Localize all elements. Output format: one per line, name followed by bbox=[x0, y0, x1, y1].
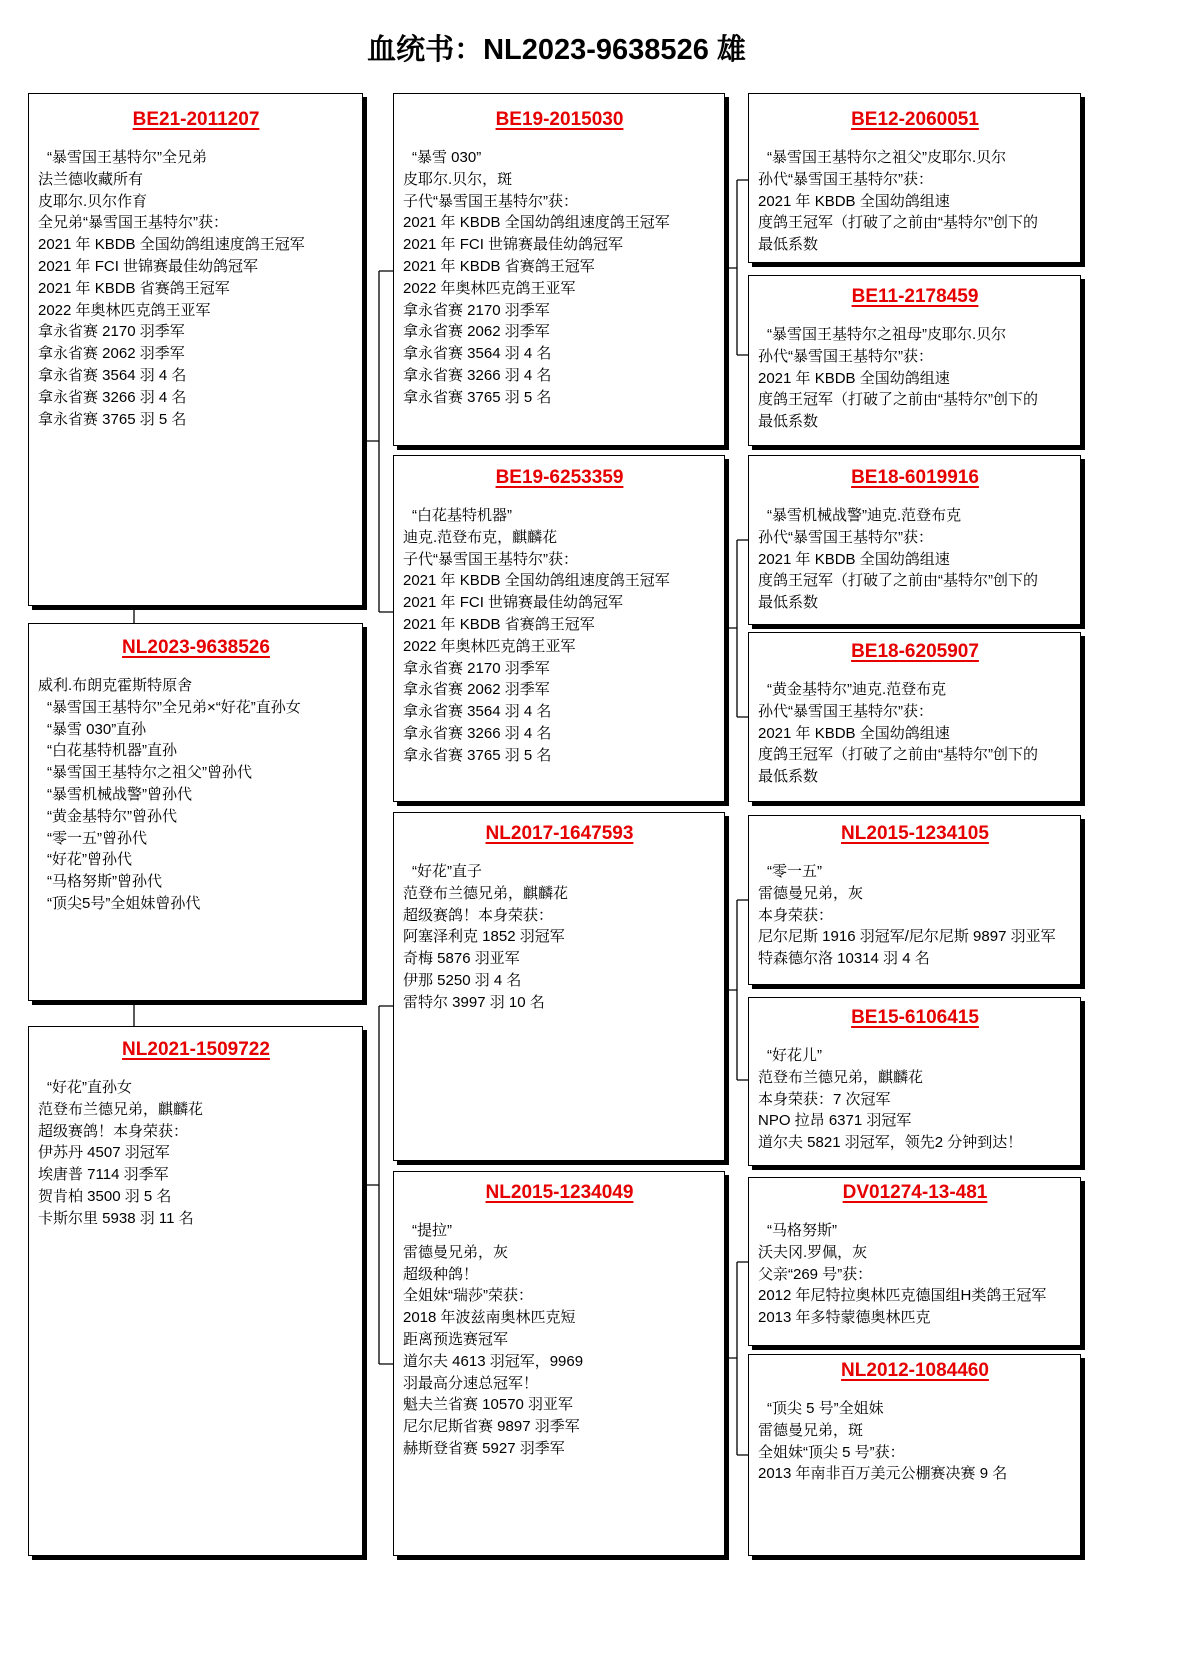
detail-line: 拿永省赛 2170 羽季军 bbox=[403, 301, 550, 319]
detail-line: 羽最高分速总冠军！ bbox=[403, 1374, 539, 1392]
detail-line: 雷德曼兄弟，灰 bbox=[758, 884, 864, 902]
detail-line: 拿永省赛 3564 羽 4 名 bbox=[403, 345, 552, 363]
detail-line: 2021 年 KBDB 全国幼鸽组速 bbox=[758, 369, 950, 387]
detail-line: 最低系数 bbox=[758, 768, 819, 786]
pedigree-card-dam bbox=[28, 1026, 363, 1556]
detail-line: 拿永省赛 3266 羽 4 名 bbox=[403, 724, 552, 742]
detail-line: 拿永省赛 2062 羽季军 bbox=[403, 323, 550, 341]
detail-line: 道尔夫 4613 羽冠军，9969 bbox=[403, 1352, 584, 1370]
detail-line: 埃唐普 7114 羽季军 bbox=[38, 1166, 169, 1184]
detail-line: 范登布兰德兄弟，麒麟花 bbox=[758, 1068, 924, 1086]
detail-line: 魁夫兰省赛 10570 羽亚军 bbox=[403, 1396, 574, 1414]
detail-line: 迪克.范登布克，麒麟花 bbox=[403, 528, 558, 546]
detail-line: “零一五” bbox=[767, 863, 822, 880]
detail-line: 2021 年 KBDB 全国幼鸽组速 bbox=[758, 192, 950, 210]
card-details bbox=[758, 505, 1072, 614]
detail-line: 特森德尔洛 10314 羽 4 名 bbox=[758, 950, 930, 968]
detail-line: “马格努斯” bbox=[767, 1222, 837, 1239]
detail-line: 2021 年 FCI 世锦赛最佳幼鸽冠军 bbox=[38, 257, 259, 275]
detail-line: 赫斯登省赛 5927 羽季军 bbox=[403, 1439, 565, 1457]
detail-line: 最低系数 bbox=[758, 594, 819, 612]
detail-line: “好花”曾孙代 bbox=[47, 851, 132, 869]
connector-sire-parents bbox=[367, 271, 393, 612]
detail-line: “好花儿” bbox=[767, 1047, 822, 1064]
pedigree-card-sire-sire-dam bbox=[748, 275, 1081, 446]
pedigree-card-sire-dam-sire bbox=[748, 455, 1081, 625]
detail-line: 距离预选赛冠军 bbox=[403, 1330, 509, 1348]
detail-line: 阿塞泽利克 1852 羽冠军 bbox=[403, 928, 565, 946]
detail-line: 度鸽王冠军（打破了之前由“基特尔”创下的 bbox=[758, 214, 1038, 232]
detail-line: 2022 年奥林匹克鸽王亚军 bbox=[403, 279, 576, 297]
detail-line: 拿永省赛 2170 羽季军 bbox=[38, 323, 185, 341]
card-details bbox=[758, 1045, 1072, 1154]
card-details bbox=[403, 1220, 716, 1460]
detail-line: 父亲“269 号”获： bbox=[758, 1265, 873, 1283]
detail-line: NPO 拉昂 6371 羽冠军 bbox=[758, 1112, 912, 1130]
pedigree-card-sire bbox=[28, 93, 363, 606]
detail-line: 2021 年 KBDB 全国幼鸽组速 bbox=[758, 724, 950, 742]
ring-number: NL2012-1084460 bbox=[841, 1360, 989, 1381]
card-details bbox=[758, 1398, 1072, 1485]
pedigree-card-dam-dam bbox=[393, 1171, 725, 1556]
pedigree-card-dam-sire bbox=[393, 812, 725, 1161]
card-details bbox=[38, 675, 354, 915]
pedigree-card-dam-sire-sire bbox=[748, 815, 1081, 985]
detail-line: “暴雪机械战警”曾孙代 bbox=[47, 785, 192, 803]
ring-number: BE15-6106415 bbox=[851, 1007, 979, 1028]
ring-number: BE11-2178459 bbox=[851, 286, 979, 307]
detail-line: “暴雪机械战警”迪克.范登布克 bbox=[767, 507, 962, 524]
pedigree-card-sire-dam-dam bbox=[748, 632, 1081, 802]
detail-line: 2012 年尼特拉奥林匹克德国组H类鸽王冠军 bbox=[758, 1287, 1047, 1305]
detail-line: 贺肯柏 3500 羽 5 名 bbox=[38, 1187, 172, 1205]
ring-number: BE19-6253359 bbox=[495, 467, 624, 488]
detail-line: 度鸽王冠军（打破了之前由“基特尔”创下的 bbox=[758, 746, 1038, 764]
card-details bbox=[403, 505, 716, 767]
detail-line: 范登布兰德兄弟，麒麟花 bbox=[38, 1100, 204, 1118]
pedigree-card-subject bbox=[28, 623, 363, 1001]
detail-line: “暴雪国王基特尔之祖父”皮耶尔.贝尔 bbox=[767, 149, 1007, 166]
detail-line: 拿永省赛 3564 羽 4 名 bbox=[403, 703, 552, 721]
detail-line: 全兄弟“暴雪国王基特尔”获： bbox=[38, 214, 228, 232]
detail-line: “好花”直子 bbox=[412, 863, 482, 880]
detail-line: 雷德曼兄弟，灰 bbox=[403, 1243, 509, 1261]
ring-number: BE18-6205907 bbox=[851, 641, 979, 662]
detail-line: 子代“暴雪国王基特尔”获： bbox=[403, 192, 578, 210]
detail-line: 皮耶尔.贝尔，斑 bbox=[403, 170, 513, 188]
detail-line: “顶尖5号”全姐妹曾孙代 bbox=[47, 894, 201, 912]
detail-line: “好花”直孙女 bbox=[47, 1079, 132, 1096]
card-details bbox=[758, 679, 1072, 788]
detail-line: 2021 年 KBDB 省赛鸽王冠军 bbox=[403, 257, 595, 275]
detail-line: 威利.布朗克霍斯特原舍 bbox=[38, 677, 193, 694]
detail-line: 子代“暴雪国王基特尔”获： bbox=[403, 550, 578, 568]
detail-line: 范登布兰德兄弟，麒麟花 bbox=[403, 884, 569, 902]
detail-line: “白花基特机器”直孙 bbox=[47, 742, 177, 760]
card-details bbox=[758, 147, 1072, 256]
detail-line: 超级赛鸽！本身荣获： bbox=[403, 906, 554, 924]
detail-line: 拿永省赛 3564 羽 4 名 bbox=[38, 366, 187, 384]
connector-dam-parents bbox=[367, 1006, 393, 1364]
detail-line: “暴雪国王基特尔之祖母”皮耶尔.贝尔 bbox=[767, 326, 1007, 343]
detail-line: 2013 年多特蒙德奥林匹克 bbox=[758, 1309, 931, 1327]
ring-number: NL2023-9638526 bbox=[122, 637, 270, 658]
detail-line: 孙代“暴雪国王基特尔”获： bbox=[758, 528, 933, 546]
pedigree-card-sire-dam bbox=[393, 455, 725, 802]
detail-line: 伊苏丹 4507 羽冠军 bbox=[38, 1144, 170, 1162]
detail-line: “黄金基特尔”曾孙代 bbox=[47, 807, 177, 825]
detail-line: 2021 年 FCI 世锦赛最佳幼鸽冠军 bbox=[403, 236, 624, 254]
card-details bbox=[403, 861, 716, 1014]
ring-number: BE18-6019916 bbox=[851, 467, 979, 488]
connector-sire-sire-parents bbox=[729, 180, 748, 355]
detail-line: 雷特尔 3997 羽 10 名 bbox=[403, 993, 545, 1011]
card-details bbox=[38, 1077, 354, 1230]
detail-line: “暴雪国王基特尔”全兄弟 bbox=[47, 149, 207, 166]
detail-line: “暴雪 030” bbox=[412, 149, 482, 166]
detail-line: 拿永省赛 3765 羽 5 名 bbox=[403, 388, 552, 406]
ring-number: NL2015-1234049 bbox=[485, 1182, 634, 1203]
detail-line: 2021 年 FCI 世锦赛最佳幼鸽冠军 bbox=[403, 594, 624, 612]
detail-line: 孙代“暴雪国王基特尔”获： bbox=[758, 170, 933, 188]
detail-line: 2021 年 KBDB 全国幼鸽组速度鸽王冠军 bbox=[403, 214, 670, 232]
detail-line: 雷德曼兄弟，斑 bbox=[758, 1421, 864, 1439]
detail-line: 本身荣获： bbox=[758, 906, 834, 924]
document-title: 血统书：NL2023-9638526 雄 bbox=[367, 34, 746, 66]
card-details bbox=[758, 324, 1072, 433]
detail-line: “暴雪国王基特尔”全兄弟×“好花”直孙女 bbox=[47, 698, 301, 716]
detail-line: 孙代“暴雪国王基特尔”获： bbox=[758, 347, 933, 365]
connector-dam-dam-parents bbox=[729, 1262, 748, 1455]
detail-line: 2022 年奥林匹克鸽王亚军 bbox=[38, 301, 211, 319]
detail-line: 拿永省赛 3765 羽 5 名 bbox=[38, 410, 187, 428]
card-details bbox=[758, 1220, 1072, 1329]
detail-line: 全姐妹“瑞莎”荣获： bbox=[403, 1287, 533, 1305]
pedigree-card-dam-dam-dam bbox=[748, 1354, 1081, 1556]
detail-line: 尼尔尼斯省赛 9897 羽季军 bbox=[403, 1418, 580, 1436]
detail-line: “马格努斯”曾孙代 bbox=[47, 873, 162, 891]
ring-number: NL2017-1647593 bbox=[485, 823, 634, 844]
detail-line: 2022 年奥林匹克鸽王亚军 bbox=[403, 637, 576, 655]
detail-line: 卡斯尔里 5938 羽 11 名 bbox=[38, 1209, 194, 1227]
detail-line: 拿永省赛 3266 羽 4 名 bbox=[38, 388, 187, 406]
detail-line: 2021 年 KBDB 省赛鸽王冠军 bbox=[38, 279, 230, 297]
detail-line: “提拉” bbox=[412, 1222, 452, 1239]
detail-line: “白花基特机器” bbox=[412, 507, 512, 524]
detail-line: 2021 年 KBDB 全国幼鸽组速 bbox=[758, 550, 950, 568]
detail-line: “暴雪国王基特尔之祖父”曾孙代 bbox=[47, 764, 252, 782]
ring-number: BE21-2011207 bbox=[132, 109, 260, 130]
connector-dam-sire-parents bbox=[729, 900, 748, 1080]
ring-number: BE12-2060051 bbox=[851, 109, 979, 130]
detail-line: 伊那 5250 羽 4 名 bbox=[403, 971, 522, 989]
detail-line: 度鸽王冠军（打破了之前由“基特尔”创下的 bbox=[758, 391, 1038, 409]
detail-line: 奇梅 5876 羽亚军 bbox=[403, 950, 520, 968]
detail-line: 沃夫冈.罗佩，灰 bbox=[758, 1243, 868, 1261]
detail-line: 拿永省赛 3765 羽 5 名 bbox=[403, 746, 552, 764]
card-details bbox=[403, 147, 716, 409]
card-details bbox=[38, 147, 354, 430]
detail-line: 拿永省赛 3266 羽 4 名 bbox=[403, 366, 552, 384]
detail-line: 2013 年南非百万美元公棚赛决赛 9 名 bbox=[758, 1465, 1008, 1483]
detail-line: 拿永省赛 2062 羽季军 bbox=[38, 345, 185, 363]
detail-line: 2021 年 KBDB 全国幼鸽组速度鸽王冠军 bbox=[38, 236, 305, 254]
ring-number: NL2021-1509722 bbox=[122, 1039, 270, 1060]
detail-line: “零一五”曾孙代 bbox=[47, 829, 147, 847]
detail-line: 道尔夫 5821 羽冠军，领先2 分钟到达！ bbox=[758, 1134, 1023, 1152]
ring-number: DV01274-13-481 bbox=[842, 1182, 988, 1203]
detail-line: 2018 年波兹南奥林匹克短 bbox=[403, 1309, 576, 1327]
ring-number: BE19-2015030 bbox=[495, 109, 624, 130]
connector-sire-dam-parents bbox=[729, 540, 748, 717]
detail-line: 度鸽王冠军（打破了之前由“基特尔”创下的 bbox=[758, 572, 1038, 590]
detail-line: “黄金基特尔”迪克.范登布克 bbox=[767, 681, 947, 698]
detail-line: 2021 年 KBDB 全国幼鸽组速度鸽王冠军 bbox=[403, 572, 670, 590]
detail-line: 拿永省赛 2062 羽季军 bbox=[403, 681, 550, 699]
detail-line: 孙代“暴雪国王基特尔”获： bbox=[758, 702, 933, 720]
detail-line: 超级赛鸽！本身荣获： bbox=[38, 1122, 189, 1140]
detail-line: 尼尔尼斯 1916 羽冠军/尼尔尼斯 9897 羽亚军 bbox=[758, 928, 1056, 946]
detail-line: 皮耶尔.贝尔作育 bbox=[38, 192, 148, 210]
pedigree-card-dam-dam-sire bbox=[748, 1177, 1081, 1346]
card-details bbox=[758, 861, 1072, 970]
pedigree-card-sire-sire bbox=[393, 93, 725, 446]
detail-line: 法兰德收藏所有 bbox=[38, 170, 144, 188]
detail-line: 拿永省赛 2170 羽季军 bbox=[403, 659, 550, 677]
detail-line: 2021 年 KBDB 省赛鸽王冠军 bbox=[403, 615, 595, 633]
detail-line: “顶尖 5 号”全姐妹 bbox=[767, 1400, 884, 1417]
detail-line: 本身荣获：7 次冠军 bbox=[758, 1090, 891, 1108]
ring-number: NL2015-1234105 bbox=[841, 823, 989, 844]
detail-line: 全姐妹“顶尖 5 号”获： bbox=[758, 1443, 905, 1461]
detail-line: 最低系数 bbox=[758, 236, 819, 254]
detail-line: “暴雪 030”直孙 bbox=[47, 720, 147, 738]
detail-line: 超级种鸽！ bbox=[403, 1265, 479, 1283]
pedigree-card-sire-sire-sire bbox=[748, 93, 1081, 263]
detail-line: 最低系数 bbox=[758, 413, 819, 431]
pedigree-card-dam-sire-dam bbox=[748, 997, 1081, 1166]
